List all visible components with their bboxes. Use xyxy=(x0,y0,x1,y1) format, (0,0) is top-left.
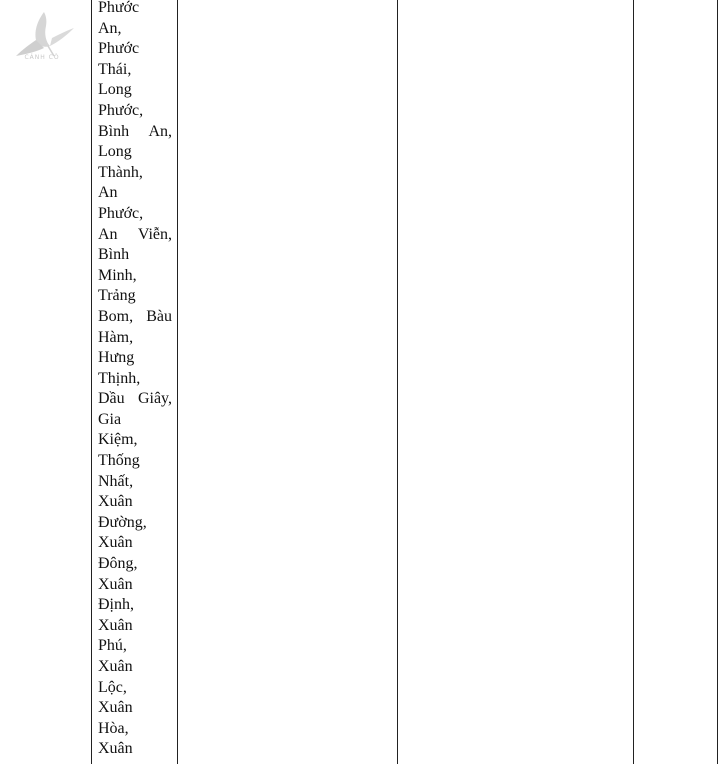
word: Lộc, xyxy=(98,678,127,696)
text-line xyxy=(98,554,172,575)
text-line xyxy=(98,348,172,369)
text-line xyxy=(98,328,172,349)
text-line xyxy=(98,678,172,699)
text-line xyxy=(98,492,172,513)
text-line xyxy=(98,60,172,81)
word: Xuân xyxy=(98,658,133,675)
word: Long xyxy=(98,143,132,161)
text-line xyxy=(98,101,172,122)
text-line xyxy=(98,533,172,554)
word: Định, xyxy=(98,596,134,614)
word: Thịnh, xyxy=(98,369,141,387)
text-line xyxy=(98,183,172,204)
word: Xuân xyxy=(98,534,133,552)
word: Hòa, xyxy=(98,719,129,737)
text-line xyxy=(98,636,172,657)
text-line xyxy=(98,286,172,307)
text-line xyxy=(98,266,172,287)
word: Đường, xyxy=(98,513,147,531)
word: Bình xyxy=(98,246,130,264)
word: Gia xyxy=(98,410,122,428)
word: Phú, xyxy=(98,637,127,655)
column-border-3 xyxy=(397,0,398,764)
word: Phước, xyxy=(98,204,144,222)
text-line xyxy=(98,245,172,266)
word: Phước, xyxy=(98,101,144,119)
text-line xyxy=(98,739,172,760)
word: Xuân xyxy=(98,493,133,511)
text-line xyxy=(98,657,172,678)
word: Hưng xyxy=(98,349,135,367)
word: Nhất, xyxy=(98,472,134,490)
province-list-cell xyxy=(98,0,172,760)
word: Bàu xyxy=(146,307,172,325)
text-line xyxy=(98,0,172,19)
column-border-5 xyxy=(717,0,718,764)
word: Long xyxy=(98,81,132,99)
word: Minh, xyxy=(98,266,137,284)
text-line xyxy=(98,163,172,184)
column-border-2 xyxy=(177,0,178,764)
word: Xuân xyxy=(98,740,133,758)
text-line xyxy=(98,595,172,616)
text-line xyxy=(98,225,172,246)
text-line xyxy=(98,19,172,40)
text-line xyxy=(98,698,172,719)
word: Xuân xyxy=(98,575,133,593)
word: Dầu xyxy=(98,390,125,408)
word: An, xyxy=(98,19,122,37)
word: Đông, xyxy=(98,555,138,573)
word: Thành, xyxy=(98,163,143,181)
text-line xyxy=(98,80,172,101)
word: Bình xyxy=(98,122,130,140)
word: Xuân xyxy=(98,699,133,717)
text-line xyxy=(98,513,172,534)
word: Phước xyxy=(98,0,140,16)
text-line xyxy=(98,142,172,163)
text-line xyxy=(98,369,172,390)
text-line xyxy=(98,410,172,431)
word: Trảng xyxy=(98,287,136,305)
word: Thái, xyxy=(98,60,132,78)
word: An xyxy=(98,225,118,243)
watermark-text: CÁNH CÒ xyxy=(24,54,60,61)
text-line xyxy=(98,451,172,472)
word: An, xyxy=(148,122,172,140)
text-line xyxy=(98,719,172,740)
text-line xyxy=(98,122,172,143)
text-line xyxy=(98,616,172,637)
word: An xyxy=(98,184,118,202)
text-line xyxy=(98,430,172,451)
word: Xuân xyxy=(98,616,133,634)
text-line xyxy=(98,389,172,410)
word: Viễn, xyxy=(137,225,172,243)
word: Bom, xyxy=(98,307,134,325)
text-line xyxy=(98,575,172,596)
column-border-4 xyxy=(633,0,634,764)
word: Kiệm, xyxy=(98,431,138,449)
word: Phước xyxy=(98,40,140,58)
word: Thống xyxy=(98,452,140,470)
column-border-1 xyxy=(91,0,92,764)
text-line xyxy=(98,472,172,493)
text-line xyxy=(98,307,172,328)
word: Giây, xyxy=(137,390,172,408)
word: Hàm, xyxy=(98,328,134,346)
text-line xyxy=(98,39,172,60)
text-line xyxy=(98,204,172,225)
